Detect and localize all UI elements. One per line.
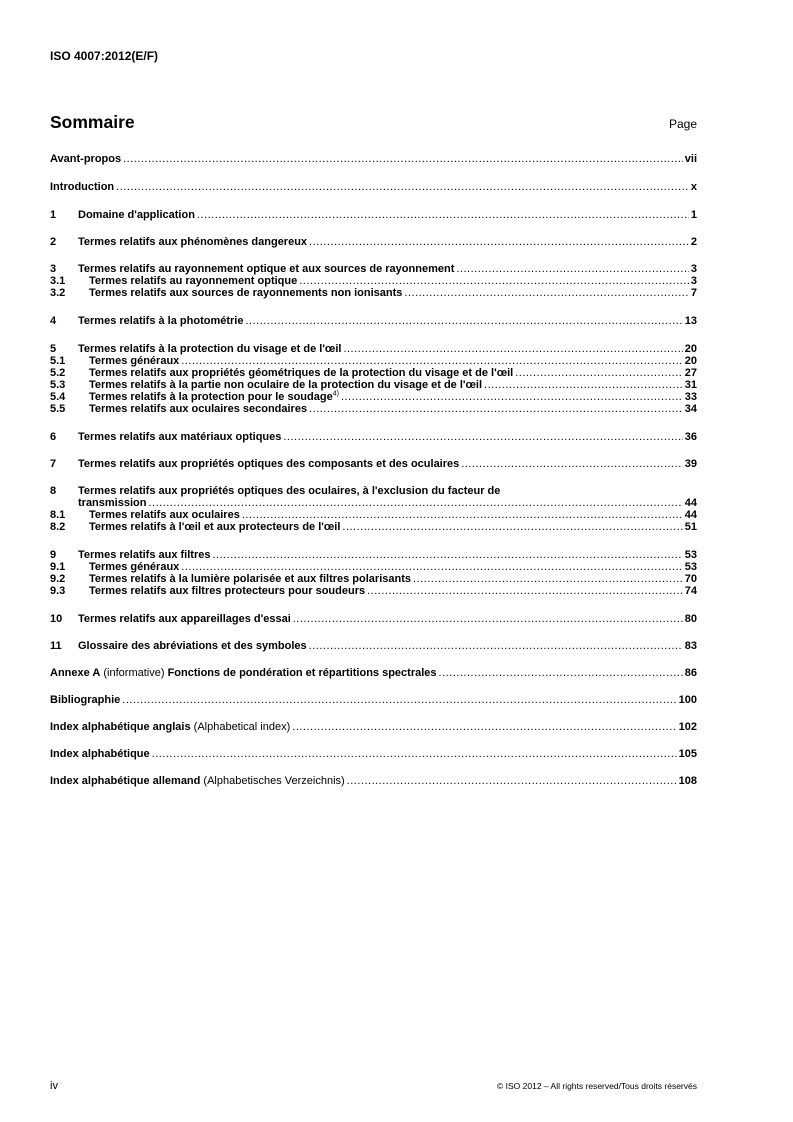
toc-page-number: 36	[684, 431, 697, 443]
toc-entry-8-1[interactable]	[50, 509, 697, 521]
toc-page-number: 31	[684, 379, 697, 391]
toc-entry-9-1[interactable]	[50, 561, 697, 573]
toc-section-number: 9	[50, 549, 57, 561]
toc-entry-text: Termes relatifs aux matériaux optiques	[78, 431, 282, 443]
toc-page-number: x	[690, 181, 697, 193]
toc-entry-3[interactable]	[50, 263, 697, 275]
toc-entry-text: Bibliographie	[50, 694, 121, 706]
toc-page-number: 1	[690, 209, 697, 221]
document-id: ISO 4007:2012(E/F)	[50, 49, 159, 63]
toc-page-number: 39	[684, 458, 697, 470]
toc-page-number: 86	[684, 667, 697, 679]
toc-entry-text: Termes relatifs au rayonnement optique	[89, 275, 298, 287]
toc-section-number: 2	[50, 236, 57, 248]
toc-entry-text: Avant-propos	[50, 153, 122, 165]
toc-page-number: 20	[684, 355, 697, 367]
toc-section-number: 11	[50, 640, 62, 652]
title-row	[50, 112, 697, 133]
toc-page-number: 44	[684, 497, 697, 509]
toc-entry-index-english[interactable]	[50, 721, 697, 733]
toc-entry-8[interactable]	[50, 497, 697, 509]
toc-entry-6[interactable]	[50, 431, 697, 443]
toc-page-number: 7	[690, 287, 697, 299]
toc-page-number: 27	[684, 367, 697, 379]
footer-copyright: © ISO 2012 – All rights reserved/Tous droits réservés	[497, 1081, 697, 1091]
toc-page-number: 53	[684, 561, 697, 573]
toc-entry-text: Termes relatifs aux propriétés optiques des oculaires, à l'exclusion du facteur de	[78, 485, 501, 497]
toc-section-number: 1	[50, 209, 57, 221]
toc-entry-text: Termes relatifs aux propriétés optiques des composants et des oculaires	[78, 458, 460, 470]
toc-entry-text: Annexe A (informative) Fonctions de pondération et répartitions spectrales	[50, 667, 437, 679]
toc-entry-text: Termes relatifs aux oculaires	[89, 509, 240, 521]
toc-page-number: 83	[684, 640, 697, 652]
toc-entry-text: Index alphabétique	[50, 748, 150, 760]
toc-page-number: 34	[684, 403, 697, 415]
toc-entry-8-2[interactable]	[50, 521, 697, 533]
toc-page-number: 102	[678, 721, 697, 733]
toc-entry-5-1[interactable]	[50, 355, 697, 367]
toc-entry-9-2[interactable]	[50, 573, 697, 585]
toc-section-number: 10	[50, 613, 63, 625]
toc-page-number: 33	[684, 391, 697, 403]
toc-entry-introduction[interactable]	[50, 181, 697, 193]
toc-entry-text: Index alphabétique allemand (Alphabetisches Verzeichnis)	[50, 775, 345, 787]
toc-entry-avant-propos[interactable]	[50, 153, 697, 165]
toc-entry-3-1[interactable]	[50, 275, 697, 287]
toc-entry-11[interactable]	[50, 640, 697, 652]
toc-page-number: 108	[678, 775, 697, 787]
page-column-label: Page	[668, 117, 697, 131]
toc-section-number: 3.2	[50, 287, 66, 299]
toc-section-number: 8	[50, 485, 57, 497]
toc-entry-4[interactable]	[50, 315, 697, 327]
toc-entry-text: Termes relatifs aux sources de rayonnements non ionisants	[89, 287, 403, 299]
toc-entry-bibliography[interactable]	[50, 694, 697, 706]
toc-section-number: 5.3	[50, 379, 66, 391]
toc-page-number: 80	[684, 613, 697, 625]
toc-entry-text: Termes relatifs aux oculaires secondaires	[89, 403, 308, 415]
toc-section-number: 8.1	[50, 509, 66, 521]
toc-entry-text: Termes relatifs au rayonnement optique et aux sources de rayonnement	[78, 263, 455, 275]
page-title: Sommaire	[50, 112, 135, 132]
toc-section-number: 5.2	[50, 367, 66, 379]
toc-entry-5[interactable]	[50, 343, 697, 355]
toc-entry-9-3[interactable]	[50, 585, 697, 597]
toc-entry-text: Termes relatifs à la lumière polarisée et aux filtres polarisants	[89, 573, 411, 585]
toc-entry-text: Termes relatifs aux phénomènes dangereux	[78, 236, 308, 248]
toc-entry-5-3[interactable]	[50, 379, 697, 391]
toc-section-number: 5	[50, 343, 57, 355]
toc-entry-text: Termes relatifs à la protection du visage et de l'œil	[78, 343, 342, 355]
toc-page-number: 44	[684, 509, 697, 521]
toc-page-number: 105	[678, 748, 697, 760]
toc-section-number: 8.2	[50, 521, 66, 533]
footnote-marker: 4)	[332, 390, 339, 398]
toc-entry-text: Termes relatifs à la photométrie	[78, 315, 244, 327]
toc-entry-text: Termes relatifs à la protection pour le soudage$^{4)}$	[89, 390, 339, 403]
toc-entry-10[interactable]	[50, 613, 697, 625]
toc-entry-text: Termes relatifs à la partie non oculaire de la protection du visage et de l'œil	[89, 379, 483, 391]
toc-entry-annex-a[interactable]	[50, 667, 697, 679]
toc-page-number: 13	[684, 315, 697, 327]
toc-section-number: 7	[50, 458, 57, 470]
toc-entry-text: Index alphabétique anglais (Alphabetical index)	[50, 721, 291, 733]
toc-section-number: 5.1	[50, 355, 66, 367]
footer-page-number: iv	[50, 1080, 58, 1092]
toc-entry-index-german[interactable]	[50, 775, 697, 787]
toc-entry-text: Termes généraux	[89, 355, 180, 367]
toc-entry-text: Termes relatifs aux filtres	[78, 549, 211, 561]
toc-section-number: 6	[50, 431, 57, 443]
toc-page-number: 53	[684, 549, 697, 561]
toc-section-number: 9.1	[50, 561, 66, 573]
toc-entry-text: Termes relatifs aux filtres protecteurs pour soudeurs	[89, 585, 366, 597]
toc-page-number: 20	[684, 343, 697, 355]
toc-entry-text: Termes relatifs aux appareillages d'essai	[78, 613, 291, 625]
toc-entry-5-5[interactable]	[50, 403, 697, 415]
toc-entry-3-2[interactable]	[50, 287, 697, 299]
toc-entry-2[interactable]	[50, 236, 697, 248]
toc-page-number: 100	[678, 694, 697, 706]
toc-page-number: 2	[690, 236, 697, 248]
toc-page-number: 51	[684, 521, 697, 533]
toc-section-number: 9.2	[50, 573, 66, 585]
toc-page-number: vii	[684, 153, 697, 165]
toc-entry-1[interactable]	[50, 209, 697, 221]
toc-page-number: 74	[684, 585, 697, 597]
toc-entry-index[interactable]	[50, 748, 697, 760]
toc-page-number: 70	[684, 573, 697, 585]
toc-section-number: 5.5	[50, 403, 66, 415]
toc-section-number: 9.3	[50, 585, 66, 597]
toc-section-number: 5.4	[50, 391, 66, 403]
toc-section-number: 3	[50, 263, 57, 275]
toc-page-number: 3	[690, 263, 697, 275]
toc-entry-7[interactable]	[50, 458, 697, 470]
toc-entry-text: Termes généraux	[89, 561, 180, 573]
toc-entry-5-4[interactable]	[50, 391, 697, 403]
toc-entry-text: Termes relatifs aux propriétés géométriques de la protection du visage et de l'œil	[89, 367, 514, 379]
toc-page-number: 3	[690, 275, 697, 287]
toc-section-number: 3.1	[50, 275, 66, 287]
toc-entry-text: Introduction	[50, 181, 115, 193]
toc-entry-text: transmission	[78, 497, 147, 509]
toc-entry-8-first-line[interactable]	[50, 485, 697, 497]
toc-entry-text: Termes relatifs à l'œil et aux protecteurs de l'œil	[89, 521, 341, 533]
toc-section-number: 4	[50, 315, 57, 327]
toc-entry-5-2[interactable]	[50, 367, 697, 379]
toc-entry-9[interactable]	[50, 549, 697, 561]
toc-entry-text: Glossaire des abréviations et des symboles	[78, 640, 307, 652]
toc-entry-text: Domaine d'application	[78, 209, 195, 221]
